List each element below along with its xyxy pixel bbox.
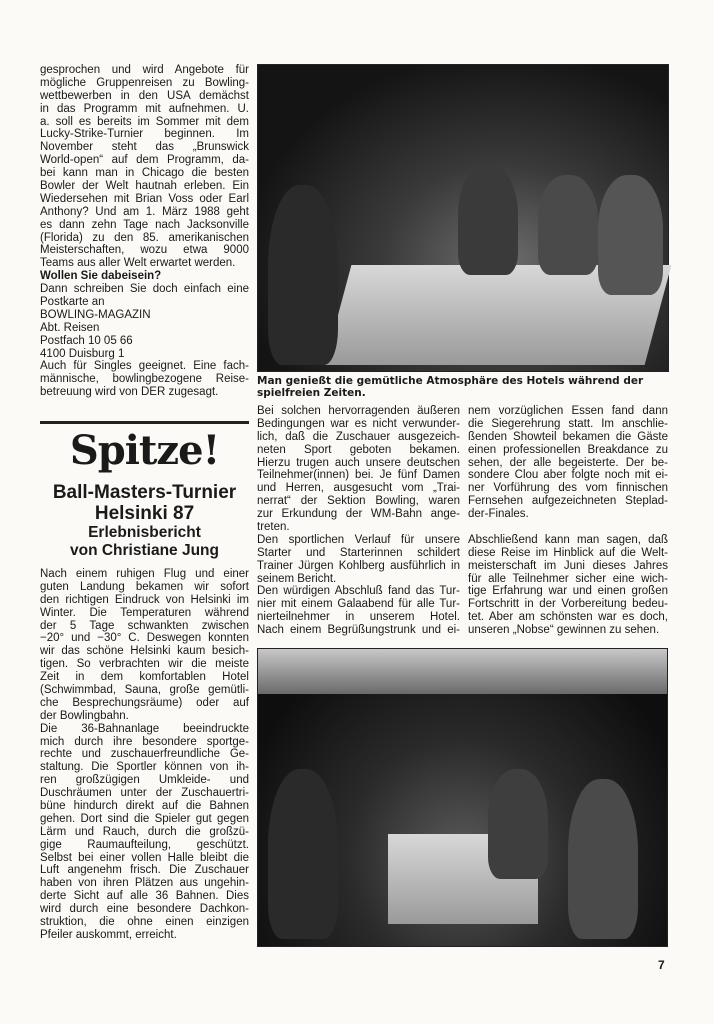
text-line: mögliche Gruppenreisen zu Bowling-	[40, 76, 249, 89]
photo-hotel-table	[257, 64, 669, 372]
text-line: derte Sicht auf alle 36 Bahnen. Dies	[40, 890, 249, 903]
byline: Erlebnisbericht	[88, 524, 201, 541]
text-line: Lärm und Rauch, durch die großzü-	[40, 825, 249, 838]
photo-caption: Man genießt die gemütliche Atmosphäre des Hotels während der spielfreien Zeiten.	[257, 375, 644, 399]
text-line: Fortschritt in der Vorbereitung bedeu-	[468, 598, 668, 611]
byline: von Christiane Jung	[70, 542, 219, 559]
text-line: tet. Aber am schönsten war es doch,	[468, 611, 668, 624]
text-line: zur Erkundung der WM-Bahn ange-	[257, 508, 460, 521]
left-column-top	[40, 64, 249, 399]
text-line: diese Reise im Hinblick auf die Welt-	[468, 546, 668, 559]
text-line: Nach einem Begrüßungstrunk und ei-	[257, 624, 460, 637]
text-line: Teams aus aller Welt erwartet werden.	[40, 257, 236, 270]
text-line: gesprochen und wird Angebote für	[40, 64, 249, 76]
person-silhouette	[568, 779, 638, 939]
text-line: mich durch ihre besondere sportge-	[40, 735, 249, 748]
middle-column	[257, 405, 460, 637]
text-line: Lucky-Strike-Turnier beginnen. Im	[40, 128, 249, 141]
awning	[258, 649, 667, 694]
text-line: Fernsehen aufgezeichneten Steplad-	[468, 495, 668, 508]
text-line: büne hindurch direkt auf die Bahnen	[40, 800, 249, 813]
text-line: der Bowlingbahn.	[40, 709, 129, 722]
text-line: Nach einem ruhigen Flug und einer	[40, 568, 249, 580]
text-line: die Siegerehrung statt. Im anschlie-	[468, 417, 668, 430]
text-line: ren großzügigen Umkleide- und	[40, 774, 249, 787]
text-line: Die 36-Bahnanlage beeindruckte	[40, 722, 249, 735]
text-line: Bedingungen war es nicht verwunder-	[257, 417, 460, 430]
text-line: guten Landung bekamen wir sofort	[40, 580, 249, 593]
person-silhouette	[458, 165, 518, 275]
person-silhouette	[538, 175, 598, 275]
right-column	[468, 405, 668, 637]
text-line: lich, daß die Zuschauer ausgezeich-	[257, 430, 460, 443]
text-line: Hierzu trugen auch unsere deutschen	[257, 456, 460, 469]
text-line: Anthony? Und am 1. März 1988 geht	[40, 205, 249, 218]
text-line: Postkarte an	[40, 296, 105, 309]
text-line: männische, bowlingbezogene Reise-	[40, 373, 249, 386]
paragraph-gap	[468, 521, 668, 534]
left-column-bottom	[40, 568, 249, 942]
text-line: (Florida) zu den 85. amerikanischen	[40, 231, 249, 244]
text-line: einen professionellen Breakdance zu	[468, 443, 668, 456]
subtitle: Helsinki 87	[94, 503, 195, 524]
text-line: Trainer Jürgen Kohlberg ausführlich in	[257, 559, 460, 572]
page-number: 7	[658, 958, 665, 972]
text-line: struktion, die ohne einen einzigen	[40, 916, 249, 929]
text-line: Wiedersehen mit Brian Voss oder Earl	[40, 192, 249, 205]
headline-rule	[40, 421, 249, 424]
text-line: Starter und Starterinnen schildert	[257, 546, 460, 559]
text-line: Bowler der Welt hautnah erleben. Ein	[40, 180, 249, 193]
text-line: Postfach 10 05 66	[40, 334, 133, 347]
person-silhouette	[598, 175, 663, 295]
text-line: und Herren, ausgesucht vom „Trai-	[257, 482, 460, 495]
text-line: BOWLING-MAGAZIN	[40, 308, 151, 321]
text-line: che Besprechungsräume) oder auf	[40, 696, 249, 709]
text-line: betreuung wird von DER zugesagt.	[40, 386, 219, 399]
person-silhouette	[268, 185, 338, 365]
text-line: der 5 Tage schwankten zwischen	[40, 619, 249, 632]
text-line: treten.	[257, 521, 290, 534]
text-line: bei kann man in Chicago die besten	[40, 167, 249, 180]
text-line: nierteilnehmer in unserem Hotel.	[257, 611, 460, 624]
person-silhouette	[268, 769, 338, 939]
text-line: für alle Teilnehmer sicher eine wich-	[468, 572, 668, 585]
text-line: World-open“ auf dem Programm, da-	[40, 154, 249, 167]
text-line: Duschräumen unter der Zuschauertri-	[40, 787, 249, 800]
text-line: nem vorzüglichen Essen fand dann	[468, 405, 668, 417]
text-line: wir das schöne Helsinki kaum besich-	[40, 645, 249, 658]
text-line: Den würdigen Abschluß fand das Tur-	[257, 585, 460, 598]
text-line: unseren „Nobse“ gewinnen zu sehen.	[468, 624, 660, 637]
text-line: Abt. Reisen	[40, 321, 100, 334]
text-line: rechte und zuschauerfreundliche Ge-	[40, 748, 249, 761]
text-line: Luft angenehm frisch. Die Zuschauer	[40, 864, 249, 877]
text-line: Den sportlichen Verlauf für unsere	[257, 533, 460, 546]
text-line: Abschließend kann man sagen, daß	[468, 533, 668, 546]
text-line: es dann zehn Tage nach Jacksonville	[40, 218, 249, 231]
text-line: haben von ihren Plätzen aus ungehin-	[40, 877, 249, 890]
text-line: Auch für Singles geeignet. Eine fach-	[40, 360, 249, 373]
text-line: nier mit einem Galaabend für alle Tur-	[257, 598, 460, 611]
text-line: gige Raumaufteilung, geschützt.	[40, 838, 249, 851]
headline: Spitze!	[69, 427, 220, 474]
subtitle: Ball-Masters-Turnier	[52, 482, 237, 503]
text-line: (Schwimmbad, Sauna, große gemütli-	[40, 684, 249, 697]
person-silhouette	[488, 769, 548, 879]
text-line: wettbewerben in den USA demächst	[40, 89, 249, 102]
text-line: der-Finales.	[468, 508, 529, 521]
text-line: wird durch eine besondere Dachkon-	[40, 903, 249, 916]
text-line: Selbst bei einer vollen Halle bleibt die	[40, 851, 249, 864]
photo-gala-evening	[257, 648, 668, 947]
text-line: a. soll es bereits im Sommer mit dem	[40, 115, 249, 128]
text-line: ner Vorführung des vom finnischen	[468, 482, 668, 495]
text-line: Pfeiler auskommt, erreicht.	[40, 928, 177, 941]
text-line: Zeit in dem komfortablen Hotel	[40, 671, 249, 684]
text-line: sondere Clou aber folgte noch mit ei-	[468, 469, 668, 482]
text-line: −20° und −30° C. Deswegen konnten	[40, 632, 249, 645]
text-line: gehen. Dort sind die Spieler gut gegen	[40, 812, 249, 825]
text-line: den richtigen Eindruck von Helsinki im	[40, 593, 249, 606]
text-line: Meisterschaften, wozu etwa 9000	[40, 244, 249, 257]
text-line: Winter. Die Temperaturen während	[40, 606, 249, 619]
text-line: Bei solchen hervorragenden äußeren	[257, 405, 460, 417]
text-line: tigen. So verbrachten wir die meiste	[40, 658, 249, 671]
text-line: tige Erfahrung war und einen großen	[468, 585, 668, 598]
text-line: November steht das „Brunswick	[40, 141, 249, 154]
text-line: Dann schreiben Sie doch einfach eine	[40, 283, 249, 296]
text-line: nerrat“ der Sektion Bowling, waren	[257, 495, 460, 508]
text-line: neten Sport geboten bekamen.	[257, 443, 460, 456]
text-line: Teilnehmer(innen) bei. Je fünf Damen	[257, 469, 460, 482]
text-line: ßenden Showteil bekamen die Gäste	[468, 430, 668, 443]
text-line: seinem Bericht.	[257, 572, 337, 585]
text-line: staltung. Die Sportler können von ih-	[40, 761, 249, 774]
text-line: in das Programm mit aufnehmen. U.	[40, 102, 249, 115]
text-line: meisterschaft im Juni dieses Jahres	[468, 559, 668, 572]
text-line: sehen, der alle begeisterte. Der be-	[468, 456, 668, 469]
subheading-line: Wollen Sie dabeisein?	[40, 270, 162, 283]
text-line: 4100 Duisburg 1	[40, 347, 125, 360]
